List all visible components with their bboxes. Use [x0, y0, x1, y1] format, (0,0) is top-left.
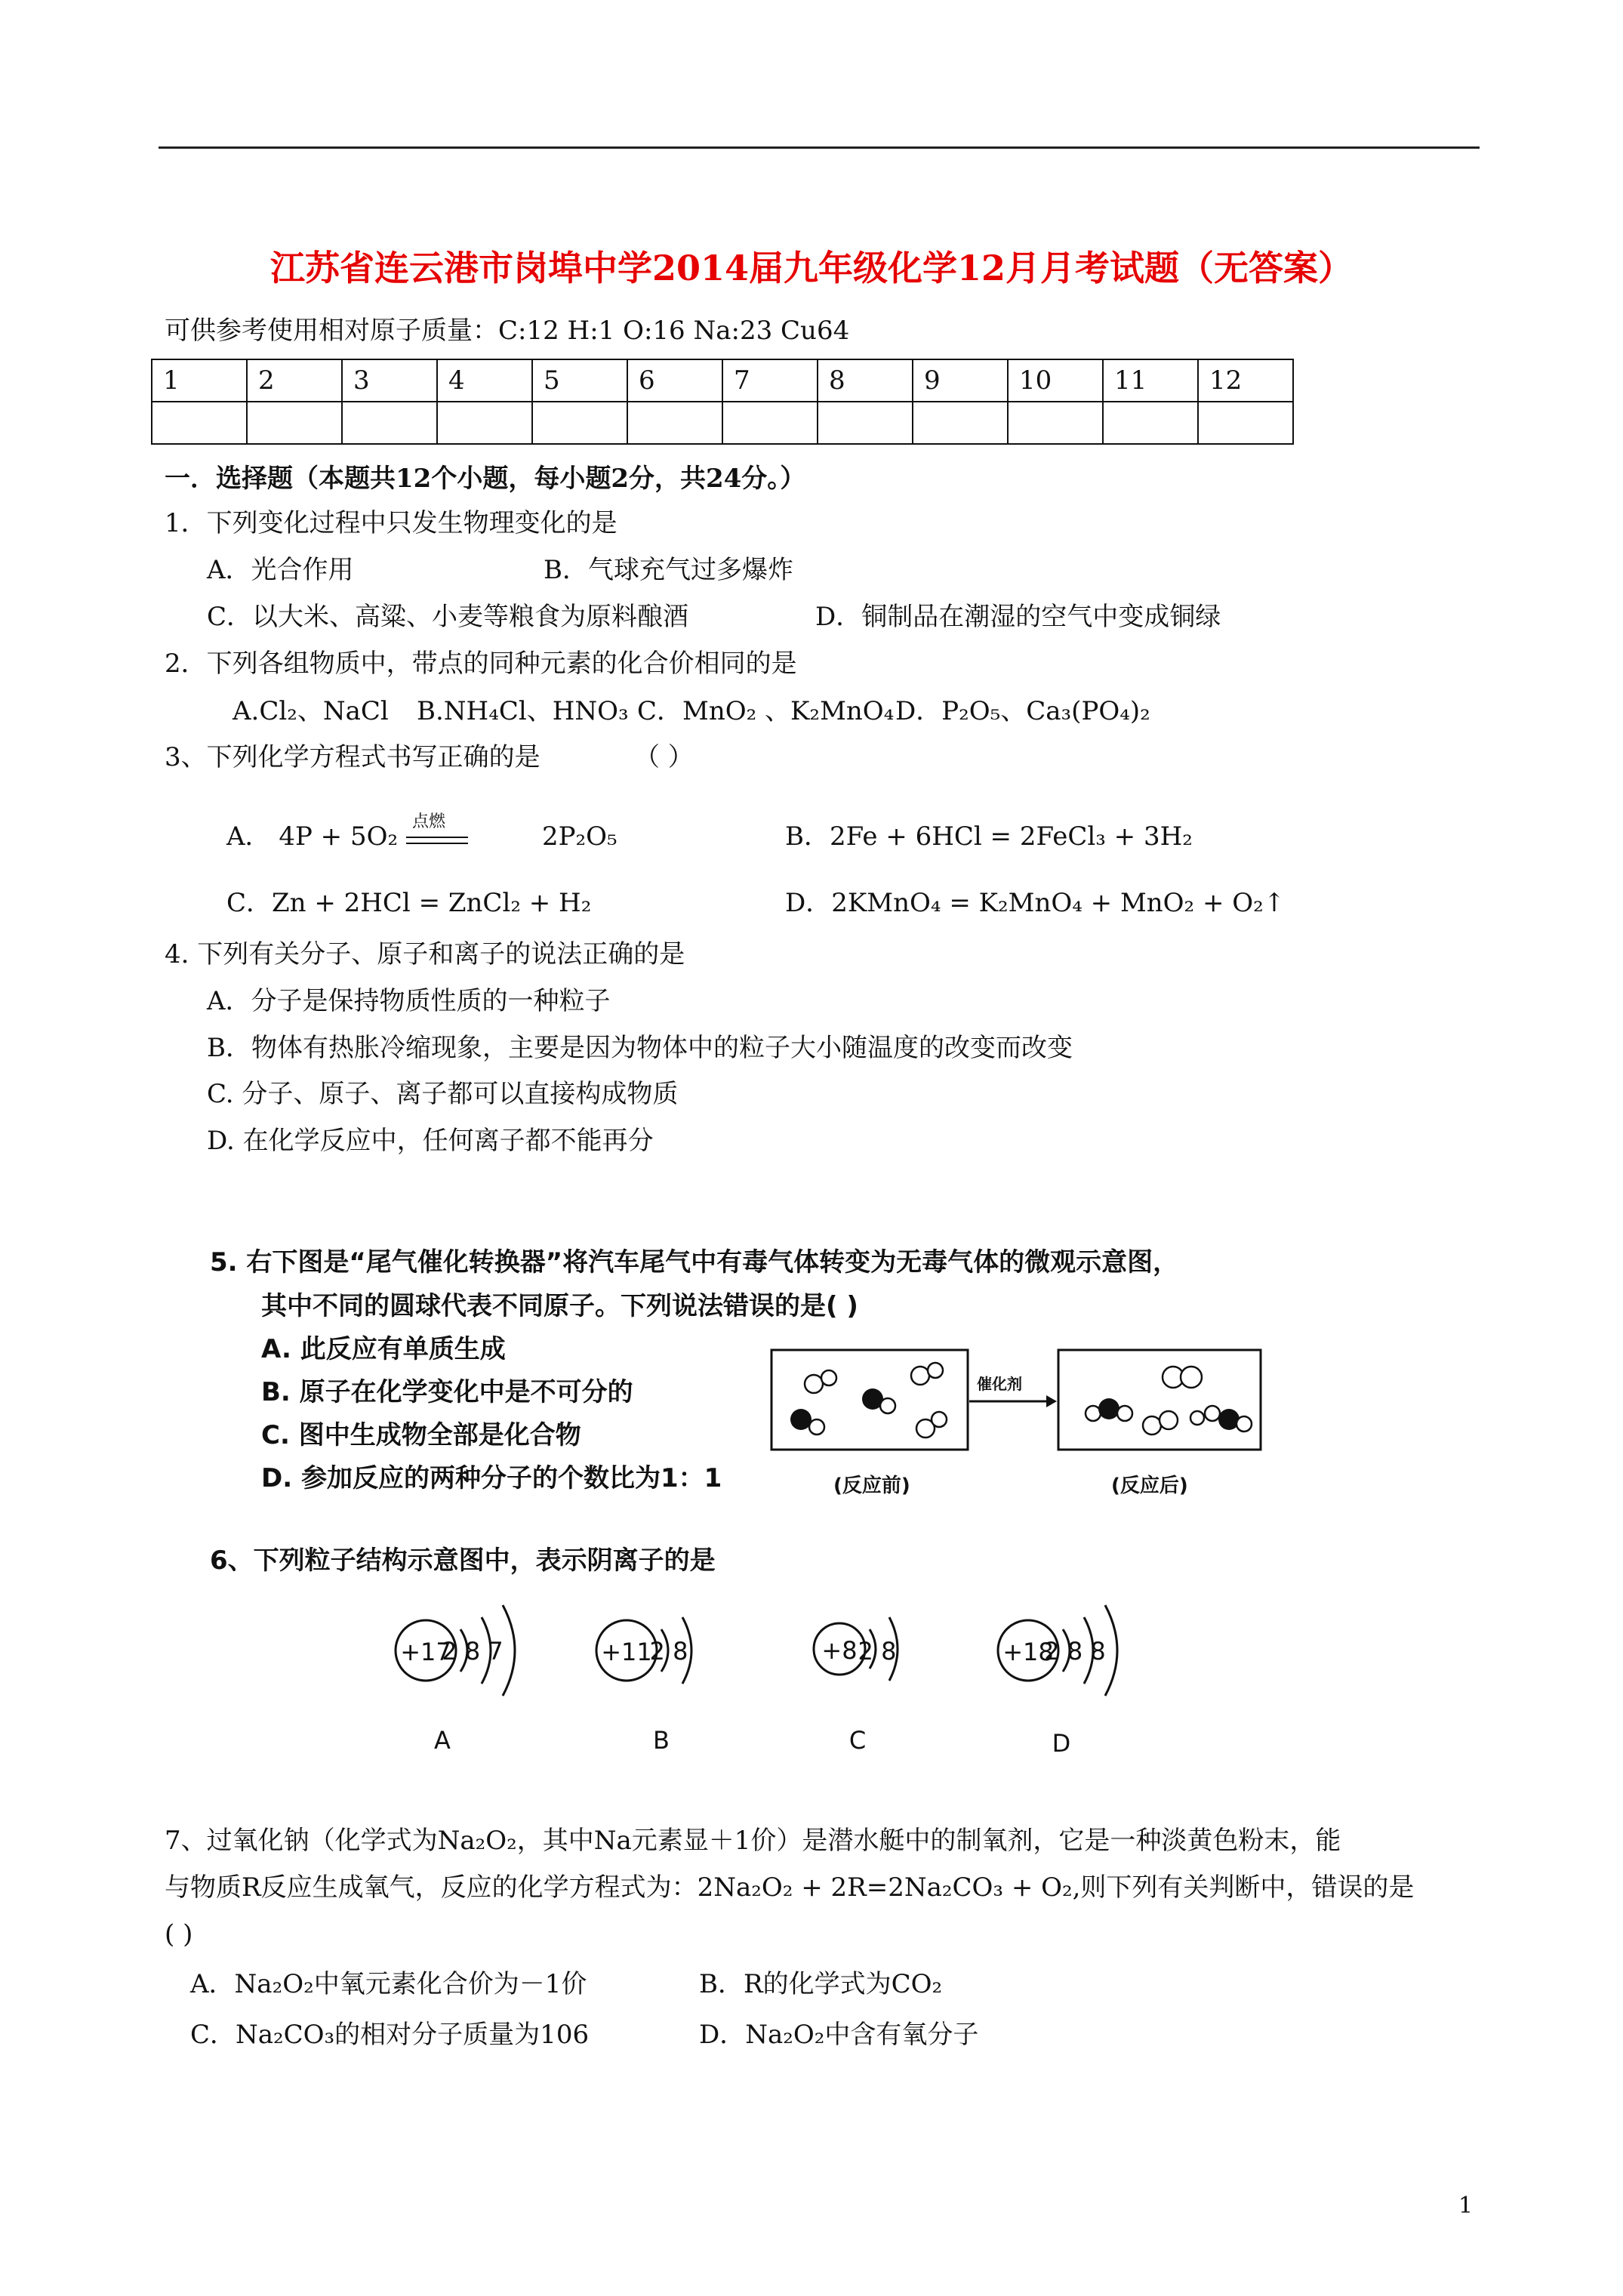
catalyst-label: 催化剂: [977, 1375, 1022, 1393]
header-rule: [159, 146, 1480, 149]
question-4-option-a: A．分子是保持物质性质的一种粒子: [207, 986, 611, 1016]
after-label: (反应后): [1111, 1475, 1188, 1497]
page-number: 1: [1458, 2193, 1474, 2219]
question-2-option-c: C．MnO₂ 、K₂MnO₄: [637, 696, 895, 726]
electron-shells: 2 8 7: [442, 1637, 504, 1666]
question-3-stem: 3、下列化学方程式书写正确的是: [165, 742, 540, 772]
question-7-stem-line-1: 7、过氧化钠（化学式为Na₂O₂，其中Na元素显＋1价）是潜水艇中的制氧剂，它是一种淡黄色粉末，能: [165, 1826, 1341, 1856]
answer-number-cell: 5: [532, 359, 627, 402]
answer-table: [151, 359, 1294, 445]
question-4-option-c: C. 分子、原子、离子都可以直接构成物质: [207, 1079, 679, 1109]
question-5-stem-line-1: 5. 右下图是“尾气催化转换器”将汽车尾气中有毒气体转变为无毒气体的微观示意图，: [210, 1247, 1179, 1277]
before-label: (反应前): [833, 1475, 910, 1497]
answer-number-cell: 8: [818, 359, 913, 402]
answer-blank-cell[interactable]: [247, 402, 342, 444]
reaction-condition: 点燃: [412, 812, 446, 831]
particle-structure-diagrams: [377, 1586, 1170, 1767]
question-5-option-c: C. 图中生成物全部是化合物: [261, 1420, 581, 1450]
atomic-masses-note: 可供参考使用相对原子质量：C:12 H:1 O:16 Na:23 Cu64: [165, 316, 850, 346]
question-7-answer-paren: ( ): [165, 1919, 193, 1949]
answer-number-cell: 2: [247, 359, 342, 402]
equals-line-bottom: [406, 843, 468, 844]
question-1-option-c: C．以大米、高粱、小麦等粮食为原料酿酒: [207, 602, 689, 632]
answer-number-cell: 10: [1008, 359, 1103, 402]
question-6-stem: 6、下列粒子结构示意图中，表示阴离子的是: [210, 1546, 716, 1576]
particle-diagram-b: [596, 1617, 691, 1755]
answer-blank-cell[interactable]: [1103, 402, 1198, 444]
option-label: A: [434, 1726, 451, 1755]
answer-blank-cell[interactable]: [722, 402, 818, 444]
electron-shells: 2 8 8: [1044, 1637, 1106, 1666]
reaction-arrow: [969, 1395, 1057, 1407]
nucleus-charge: +17: [400, 1638, 451, 1666]
question-7-option-a: A．Na₂O₂中氧元素化合价为－1价: [190, 1969, 587, 1999]
particle-diagram-a: [396, 1605, 515, 1755]
page-title: 江苏省连云港市岗埠中学2014届九年级化学12月月考试题（无答案）: [269, 248, 1354, 288]
question-2-option-a: A.Cl₂、NaCl: [233, 696, 389, 726]
before-reaction-box: [771, 1350, 968, 1450]
answer-number-cell: 7: [722, 359, 818, 402]
question-5-stem-line-2: 其中不同的圆球代表不同原子。下列说法错误的是( ): [261, 1291, 858, 1321]
answer-blank-cell[interactable]: [818, 402, 913, 444]
answer-blank-cell[interactable]: [1198, 402, 1293, 444]
answer-number-cell: 3: [342, 359, 437, 402]
question-2-option-b: B.NH₄Cl、HNO₃: [417, 696, 629, 726]
option-label: D: [1052, 1729, 1071, 1758]
option-label: C: [848, 1726, 867, 1755]
catalytic-converter-diagram: [767, 1344, 1280, 1502]
electron-shells: 2 8: [649, 1637, 688, 1666]
answer-number-cell: 1: [152, 359, 247, 402]
answer-blank-cell[interactable]: [437, 402, 532, 444]
question-2-option-d: D．P₂O₅、Ca₃(PO₄)₂: [895, 696, 1150, 726]
question-3-option-d: D．2KMnO₄ = K₂MnO₄ + MnO₂ + O₂↑: [785, 888, 1286, 918]
question-7-option-c: C．Na₂CO₃的相对分子质量为106: [190, 2020, 590, 2050]
equals-line-top: [406, 837, 468, 838]
nucleus-charge: +18: [1002, 1638, 1054, 1666]
question-4-option-b: B．物体有热胀冷缩现象，主要是因为物体中的粒子大小随温度的改变而改变: [207, 1033, 1073, 1063]
question-5-option-b: B. 原子在化学变化中是不可分的: [261, 1377, 633, 1407]
particle-diagram-c: [814, 1617, 898, 1755]
question-5-option-d: D. 参加反应的两种分子的个数比为1：1: [261, 1463, 722, 1493]
question-3-option-a-left: A． 4P + 5O₂: [226, 821, 399, 852]
question-3-answer-paren: （ ）: [634, 742, 694, 772]
answer-number-cell: 9: [913, 359, 1008, 402]
answer-blank-cell[interactable]: [342, 402, 437, 444]
question-5-option-a: A. 此反应有单质生成: [261, 1334, 506, 1364]
particle-diagram-d: [998, 1605, 1117, 1758]
answer-blank-cell[interactable]: [532, 402, 627, 444]
nucleus-charge: +11: [601, 1638, 652, 1666]
option-label: B: [653, 1726, 670, 1755]
answer-blank-cell[interactable]: [913, 402, 1008, 444]
question-3-option-c: C．Zn + 2HCl = ZnCl₂ + H₂: [226, 888, 592, 918]
nucleus-charge: +8: [821, 1636, 858, 1665]
question-1-option-b: B．气球充气过多爆炸: [544, 555, 793, 585]
answer-table-number-row: [152, 359, 1293, 402]
electron-shells: 2 8: [858, 1637, 897, 1666]
question-1-option-a: A．光合作用: [207, 555, 354, 585]
answer-number-cell: 4: [437, 359, 532, 402]
answer-blank-cell[interactable]: [152, 402, 247, 444]
question-7-option-d: D．Na₂O₂中含有氧分子: [699, 2020, 979, 2050]
question-1-stem: 1．下列变化过程中只发生物理变化的是: [165, 508, 617, 538]
question-1-option-d: D．铜制品在潮湿的空气中变成铜绿: [815, 602, 1221, 632]
question-4-option-d: D. 在化学反应中，任何离子都不能再分: [207, 1126, 654, 1156]
answer-table-blank-row: [152, 402, 1293, 444]
answer-blank-cell[interactable]: [1008, 402, 1103, 444]
after-reaction-box: [1058, 1350, 1261, 1450]
question-4-stem: 4. 下列有关分子、原子和离子的说法正确的是: [165, 939, 685, 969]
section-heading: 一．选择题（本题共12个小题，每小题2分，共24分。）: [165, 464, 806, 494]
question-3-option-a-right: 2P₂O₅: [542, 821, 617, 852]
question-7-stem-line-2: 与物质R反应生成氧气，反应的化学方程式为：2Na₂O₂ + 2R=2Na₂CO₃ + O₂,则下列有关判断中，错误的是: [165, 1872, 1415, 1903]
question-2-stem: 2．下列各组物质中，带点的同种元素的化合价相同的是: [165, 649, 797, 679]
question-3-option-b: B．2Fe + 6HCl = 2FeCl₃ + 3H₂: [785, 821, 1193, 852]
answer-blank-cell[interactable]: [627, 402, 722, 444]
answer-number-cell: 11: [1103, 359, 1198, 402]
answer-number-cell: 6: [627, 359, 722, 402]
question-7-option-b: B．R的化学式为CO₂: [699, 1969, 943, 1999]
answer-number-cell: 12: [1198, 359, 1293, 402]
